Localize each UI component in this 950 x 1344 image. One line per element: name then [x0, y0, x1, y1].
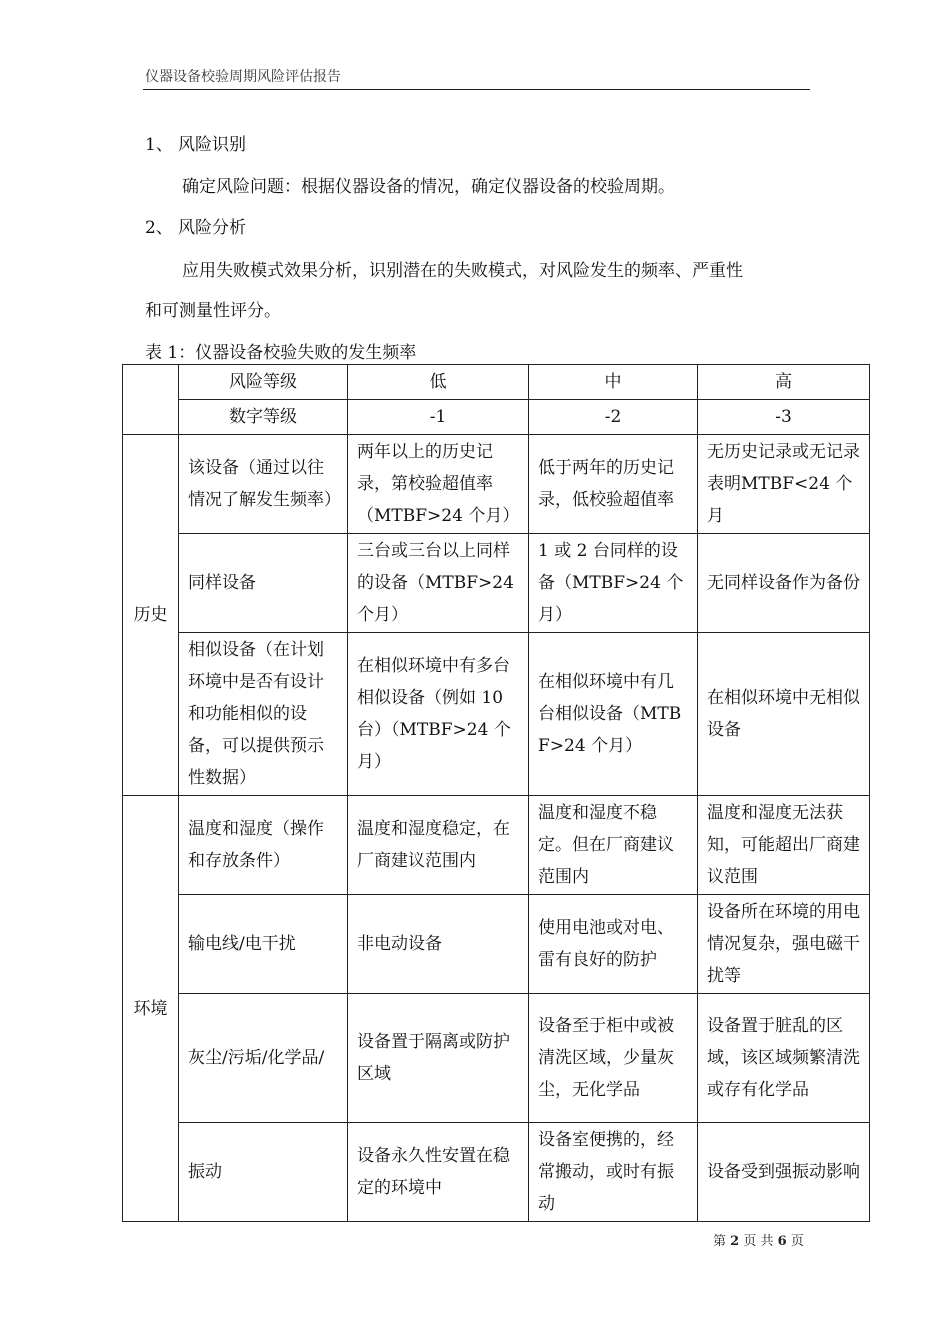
section-2-number: 2、 — [145, 218, 173, 238]
table-row — [123, 895, 870, 994]
mid-cell: 1 或 2 台同样的设备（MTBF>24 个月） — [529, 534, 698, 633]
table-row — [123, 534, 870, 633]
low-cell: 三台或三台以上同样的设备（MTBF>24 个月） — [348, 534, 529, 633]
page-footer — [713, 1230, 804, 1249]
low-cell: 设备置于隔离或防护区域 — [348, 994, 529, 1123]
low-cell: 两年以上的历史记录，第校验超值率（MTBF>24 个月） — [348, 435, 529, 534]
page-prefix: 第 — [713, 1234, 727, 1249]
high-cell: 无同样设备作为备份 — [698, 534, 870, 633]
risk-level-low: 低 — [348, 365, 529, 400]
table-caption: 表 1：仪器设备校验失败的发生频率 — [145, 343, 417, 363]
page-mid: 页 共 — [743, 1234, 774, 1249]
page-number: 2 — [730, 1234, 740, 1249]
failure-frequency-table — [122, 364, 870, 1222]
mid-cell: 设备至于柜中或被清洗区域，少量灰尘，无化学品 — [529, 994, 698, 1123]
numeric-level-label: 数字等级 — [179, 400, 348, 435]
table-row — [123, 796, 870, 895]
section-1-title: 风险识别 — [178, 135, 246, 155]
table-row — [123, 435, 870, 534]
high-cell: 无历史记录或无记录表明MTBF<24 个月 — [698, 435, 870, 534]
high-cell: 设备受到强振动影响 — [698, 1123, 870, 1222]
mid-cell: 使用电池或对电、雷有良好的防护 — [529, 895, 698, 994]
section-2-title: 风险分析 — [178, 218, 246, 238]
factor-cell: 相似设备（在计划环境中是否有设计和功能相似的设备，可以提供预示性数据） — [179, 633, 348, 796]
table-row — [123, 633, 870, 796]
factor-cell: 振动 — [179, 1123, 348, 1222]
numeric-level-low: -1 — [348, 400, 529, 435]
section-2-body-line-1: 应用失败模式效果分析，识别潜在的失败模式，对风险发生的频率、严重性 — [182, 261, 743, 281]
high-cell: 设备置于脏乱的区域，该区域频繁清洗或存有化学品 — [698, 994, 870, 1123]
category-history: 历史 — [123, 435, 179, 796]
mid-cell: 设备室便携的，经常搬动，或时有振动 — [529, 1123, 698, 1222]
low-cell: 设备永久性安置在稳定的环境中 — [348, 1123, 529, 1222]
section-2-heading — [145, 213, 246, 238]
category-environment: 环境 — [123, 796, 179, 1222]
page-total: 6 — [777, 1234, 787, 1249]
page-suffix: 页 — [790, 1234, 804, 1249]
table-corner-cell — [123, 365, 179, 435]
high-cell: 在相似环境中无相似设备 — [698, 633, 870, 796]
section-1-heading — [145, 130, 246, 155]
factor-cell: 灰尘/污垢/化学品/ — [179, 994, 348, 1123]
factor-cell: 输电线/电干扰 — [179, 895, 348, 994]
high-cell: 设备所在环境的用电情况复杂，强电磁干扰等 — [698, 895, 870, 994]
factor-cell: 同样设备 — [179, 534, 348, 633]
risk-level-label: 风险等级 — [179, 365, 348, 400]
factor-cell: 该设备（通过以往情况了解发生频率） — [179, 435, 348, 534]
section-1-body: 确定风险问题：根据仪器设备的情况，确定仪器设备的校验周期。 — [182, 177, 675, 197]
table-row — [123, 994, 870, 1123]
table-row — [123, 1123, 870, 1222]
numeric-level-high: -3 — [698, 400, 870, 435]
risk-level-high: 高 — [698, 365, 870, 400]
low-cell: 在相似环境中有多台相似设备（例如 10 台）（MTBF>24 个月） — [348, 633, 529, 796]
section-2-body-line-2: 和可测量性评分。 — [145, 301, 281, 321]
table-score-row — [123, 400, 870, 435]
mid-cell: 温度和湿度不稳定。但在厂商建议范围内 — [529, 796, 698, 895]
mid-cell: 在相似环境中有几台相似设备（MTBF>24 个月） — [529, 633, 698, 796]
section-1-number: 1、 — [145, 135, 173, 155]
risk-level-mid: 中 — [529, 365, 698, 400]
high-cell: 温度和湿度无法获知，可能超出厂商建议范围 — [698, 796, 870, 895]
numeric-level-mid: -2 — [529, 400, 698, 435]
factor-cell: 温度和湿度（操作和存放条件） — [179, 796, 348, 895]
document-header-title: 仪器设备校验周期风险评估报告 — [145, 69, 341, 85]
mid-cell: 低于两年的历史记录，低校验超值率 — [529, 435, 698, 534]
header-divider — [143, 89, 810, 90]
low-cell: 非电动设备 — [348, 895, 529, 994]
table-header-row — [123, 365, 870, 400]
low-cell: 温度和湿度稳定，在厂商建议范围内 — [348, 796, 529, 895]
